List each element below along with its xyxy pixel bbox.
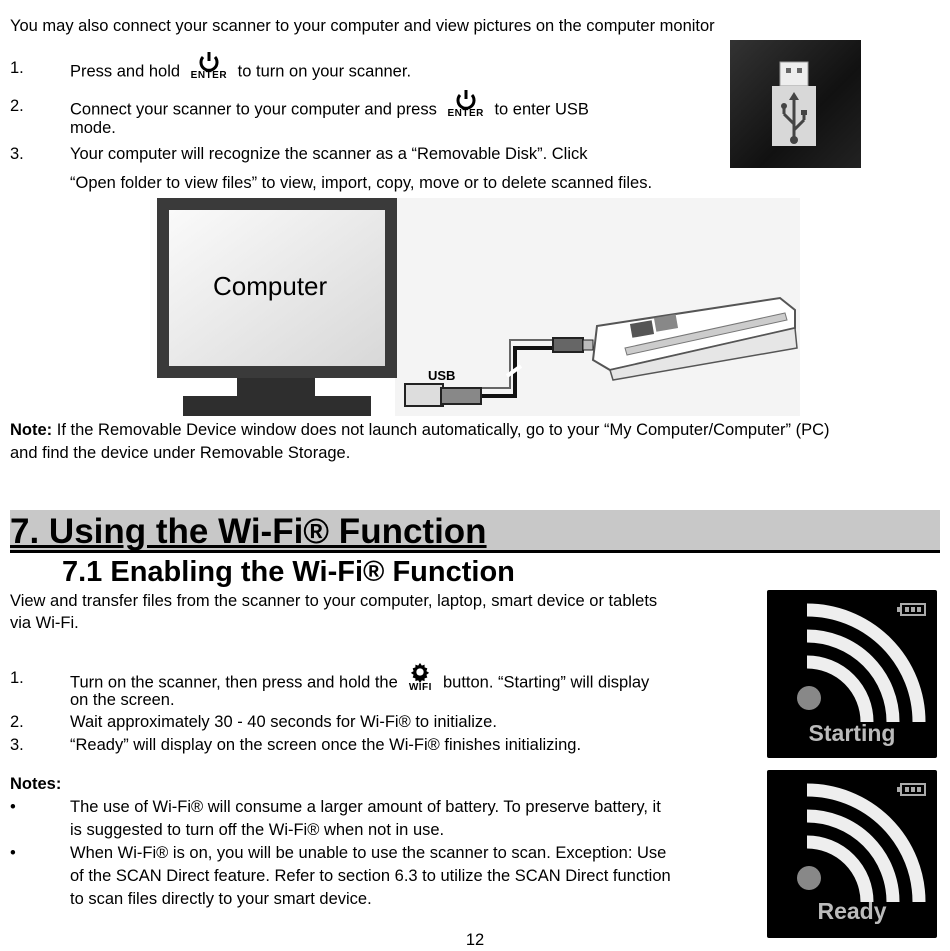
enter-power-button-icon: ENTER [191, 51, 227, 81]
screen-status-label: Starting [808, 720, 896, 746]
usb-connection-diagram [155, 198, 800, 416]
section-heading: 7. Using the Wi-Fi® Function [10, 510, 940, 553]
note-text-continued: and find the device under Removable Storage. [10, 444, 351, 462]
intro-text: You may also connect your scanner to your computer and view pictures on the computer monitor [10, 17, 715, 35]
notes-heading: Notes: [10, 775, 62, 793]
wifi-intro-text-continued: via Wi-Fi. [10, 614, 79, 632]
note-item-continued: of the SCAN Direct feature. Refer to section 6.3 to utilize the SCAN Direct function [70, 867, 671, 885]
wifi-intro-text: View and transfer files from the scanner to your computer, laptop, smart device or tablets [10, 592, 658, 610]
diagram-computer-label: Computer [213, 271, 328, 301]
note-text: Note: If the Removable Device window does not launch automatically, go to your “My Computer/Computer” (PC) [10, 421, 830, 439]
step-text: “Ready” will display on the screen once the Wi-Fi® finishes initializing. [70, 736, 582, 754]
step-number: 3. [10, 736, 24, 754]
enter-power-button-icon: ENTER [447, 89, 483, 119]
page-number: 12 [465, 931, 485, 949]
wifi-ready-screen [767, 770, 937, 938]
note-item-continued: to scan files directly to your smart device. [70, 890, 372, 908]
wifi-settings-button-icon: WIFI [408, 661, 432, 693]
step-text-before: Press and hold [70, 62, 181, 81]
bullet: • [10, 844, 16, 862]
subsection-heading: 7.1 Enabling the Wi-Fi® Function [62, 556, 515, 588]
step-number: 1. [10, 669, 24, 687]
step-text [70, 57, 411, 87]
step-number: 3. [10, 145, 24, 163]
step-text: Your computer will recognize the scanner as a “Removable Disk”. Click [70, 145, 588, 163]
step-text-before: Turn on the scanner, then press and hold the [70, 673, 398, 692]
step-text-after: to turn on your scanner. [237, 62, 412, 81]
bullet: • [10, 798, 16, 816]
wifi-starting-screen [767, 590, 937, 758]
step-text-after: button. “Starting” will display [442, 673, 650, 692]
diagram-usb-label: USB [428, 368, 456, 383]
step-number: 2. [10, 713, 24, 731]
step-text-after: to enter USB [494, 100, 589, 119]
step-text-continued: on the screen. [70, 691, 175, 709]
step-number: 1. [10, 59, 24, 77]
note-item-continued: is suggested to turn off the Wi-Fi® when not in use. [70, 821, 445, 839]
step-number: 2. [10, 97, 24, 115]
step-text [70, 95, 589, 125]
usb-storage-icon [730, 40, 861, 168]
note-item: When Wi-Fi® is on, you will be unable to use the scanner to scan. Exception: Use [70, 844, 667, 862]
note-label: Note: [10, 421, 53, 439]
step-text-continued: mode. [70, 119, 116, 137]
screen-status-label: Ready [817, 898, 887, 924]
note-item: The use of Wi-Fi® will consume a larger amount of battery. To preserve battery, it [70, 798, 661, 816]
step-text: Wait approximately 30 - 40 seconds for Wi-Fi® to initialize. [70, 713, 497, 731]
step-text-continued: “Open folder to view files” to view, import, copy, move or to delete scanned files. [70, 174, 653, 192]
step-text-before: Connect your scanner to your computer and press [70, 100, 437, 119]
